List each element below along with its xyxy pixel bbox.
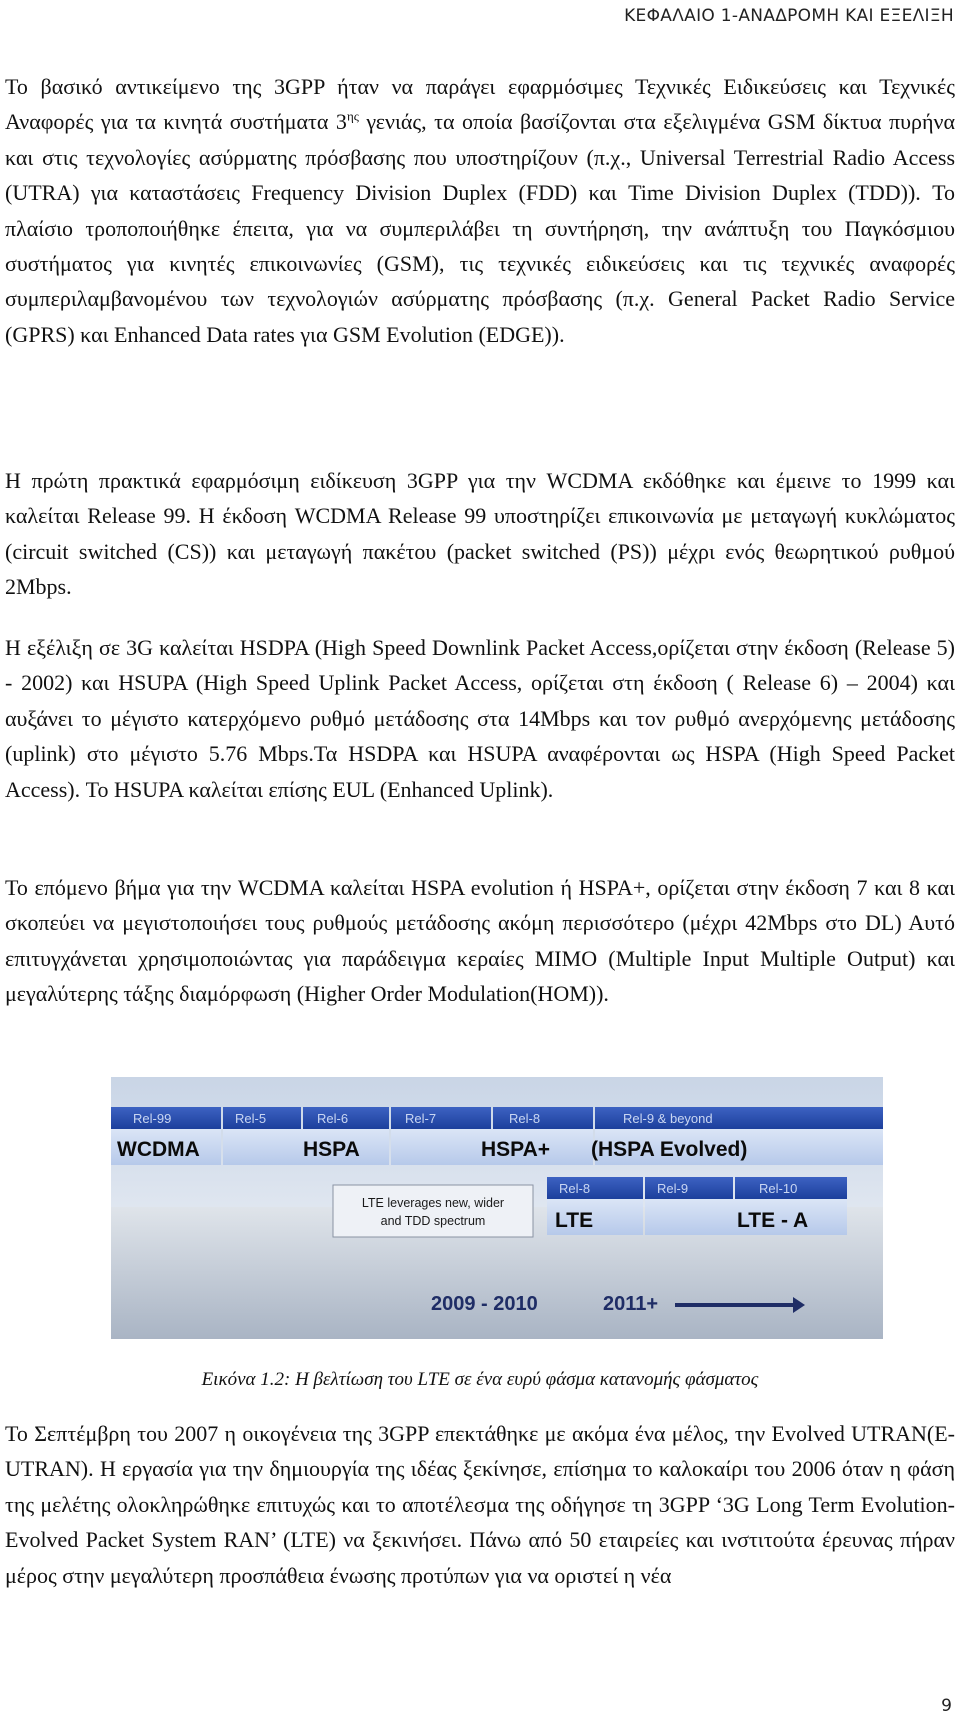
label-lte: LTE xyxy=(555,1209,594,1232)
paragraph-hsdpa-hsupa: Η εξέλιξη σε 3G καλείται HSDPA (High Speed Downlink Packet Access,ορίζεται στην έκδοση (Release 5) - 2002) και HSUPA (High Speed Uplink Packet Access, ορίζεται στη έκδοση ( Release 6) – 2004) και αυξάνει το μέγιστο κατερχόμενο ρυθμό μετάδοσης στα 14Mbps και τον ρυθμό ανερχόμενης μετάδοσης (uplink) στο μέγιστο 5.76 Mbps.Τα HSDPA και HSUPA αναφέρονται ως HSPA (High Speed Packet Access). Το HSUPA καλείται επίσης EUL (Enhanced Uplink). xyxy=(5,635,955,802)
paragraph-3gpp-objective: Το βασικό αντικείμενο της 3GPP ήταν να παράγει εφαρμόσιμες Τεχνικές Ειδικεύσεις και Τεχνικές Αναφορές για τα κινητά συστήματα $3^{\eta\varsigma}$ γενιάς, τα οποία βασίζονται στα εξελιγμένα GSM δίκτυα πυρήνα και στις τεχνολογίες ασύρματης πρόσβασης που υποστηρίζουν (π.χ., Universal Terrestrial Radio Access (UTRA) για καταστάσεις Frequency Division Duplex (FDD) και Time Division Duplex (TDD)). Το πλαίσιο τροποποιήθηκε έπειτα, για να συμπεριλάβει τη συντήρηση, την ανάπτυξη του Παγκόσμιου συστήματος για κινητές επικοινωνίες (GSM), τις τεχνικές ειδικεύσεις και τις τεχνικές αναφορές συμπεριλαμβανομένου των τεχνολογιών ασύρματης πρόσβασης (π.χ. General Packet Radio Service (GPRS) και Enhanced Data rates για GSM Evolution (EDGE)). xyxy=(5,74,955,347)
page-number: 9 xyxy=(941,1696,952,1716)
lte-note-box xyxy=(333,1185,533,1237)
label-years-2011-plus: 2011+ xyxy=(603,1293,659,1315)
label-lte-a: LTE - A xyxy=(737,1209,809,1232)
lte-note-line2: and TDD spectrum xyxy=(380,1214,486,1228)
label-hspa-plus: HSPA+ xyxy=(481,1138,551,1161)
paragraph-e-utran: Το Σεπτέμβρη του 2007 η οικογένεια της 3GPP επεκτάθηκε με ακόμα ένα μέλος, την Evolved UTRAN(E-UTRAN). Η εργασία για την δημιουργία της ιδέας ξεκίνησε, επίσημα το καλοκαίρι του 2006 όταν η φάση της μελέτης ολοκληρώθηκε επιτυχώς και το αποτέλεσμα της οδήγησε τη 3GPP ‘3G Long Term Evolution-Evolved Packet System RAN’ (LTE) να ξεκινήσει. Πάνω από 50 εταιρείες και ινστιτούτα έρευνας πήραν μέρος στην μεγαλύτερη προσπάθεια ένωσης προτύπων για να οριστεί η νέα xyxy=(5,1421,955,1588)
label-rel6: Rel-6 xyxy=(317,1111,349,1126)
paragraph-wcdma-release99: Η πρώτη πρακτικά εφαρμόσιμη ειδίκευση 3GPP για την WCDMA εκδόθηκε και έμεινε το 1999 και καλείται Release 99. Η έκδοση WCDMA Release 99 υποστηρίζει επικοινωνία με μεταγωγή κυκλώματος (circuit switched (CS)) και μεταγωγή πακέτου (packet switched (PS)) μέχρι ενός θεωρητικού ρυθμού 2Mbps. xyxy=(5,468,955,600)
label-lte-rel8: Rel-8 xyxy=(559,1181,591,1196)
label-rel7: Rel-7 xyxy=(405,1111,437,1126)
ordinal-superscript: ης xyxy=(346,109,359,125)
label-wcdma: WCDMA xyxy=(117,1138,200,1161)
running-header: ΚΕΦΑΛΑΙΟ 1-ΑΝΑΔΡΟΜΗ ΚΑΙ ΕΞΕΛΙΞΗ xyxy=(624,6,954,26)
release-bar-rel8 xyxy=(493,1107,593,1129)
label-lte-rel9: Rel-9 xyxy=(657,1181,689,1196)
figure-caption: Εικόνα 1.2: Η βελτίωση του LTE σε ένα ευρύ φάσμα κατανομής φάσματος xyxy=(201,1369,759,1390)
label-years-2009-2010: 2009 - 2010 xyxy=(431,1293,538,1315)
evolution-diagram xyxy=(111,1077,883,1339)
label-rel99: Rel-99 xyxy=(133,1111,172,1126)
label-hspa-evolved: (HSPA Evolved) xyxy=(591,1138,748,1161)
label-lte-rel10: Rel-10 xyxy=(759,1181,798,1196)
label-rel9-beyond: Rel-9 & beyond xyxy=(623,1111,713,1126)
lte-note-line1: LTE leverages new, wider xyxy=(361,1196,505,1210)
label-rel8: Rel-8 xyxy=(509,1111,541,1126)
label-rel5: Rel-5 xyxy=(235,1111,267,1126)
paragraph-hspa-evolution: Το επόμενο βήμα για την WCDMA καλείται HSPA evolution ή HSPA+, ορίζεται στην έκδοση 7 και 8 και σκοπεύει να μεγιστοποιήσει τους ρυθμούς μετάδοσης ακόμη περισσότερο (μέχρι 42Mbps στο DL) Αυτό επιτυγχάνεται χρησιμοποιώντας για παράδειγμα κεραίες MIMO (Multiple Input Multiple Output) και μεγαλύτερης τάξης διαμόρφωση (Higher Order Modulation(HOM)). xyxy=(5,875,955,1007)
label-hspa: HSPA xyxy=(303,1138,360,1161)
figure-lte-evolution xyxy=(111,1077,883,1339)
